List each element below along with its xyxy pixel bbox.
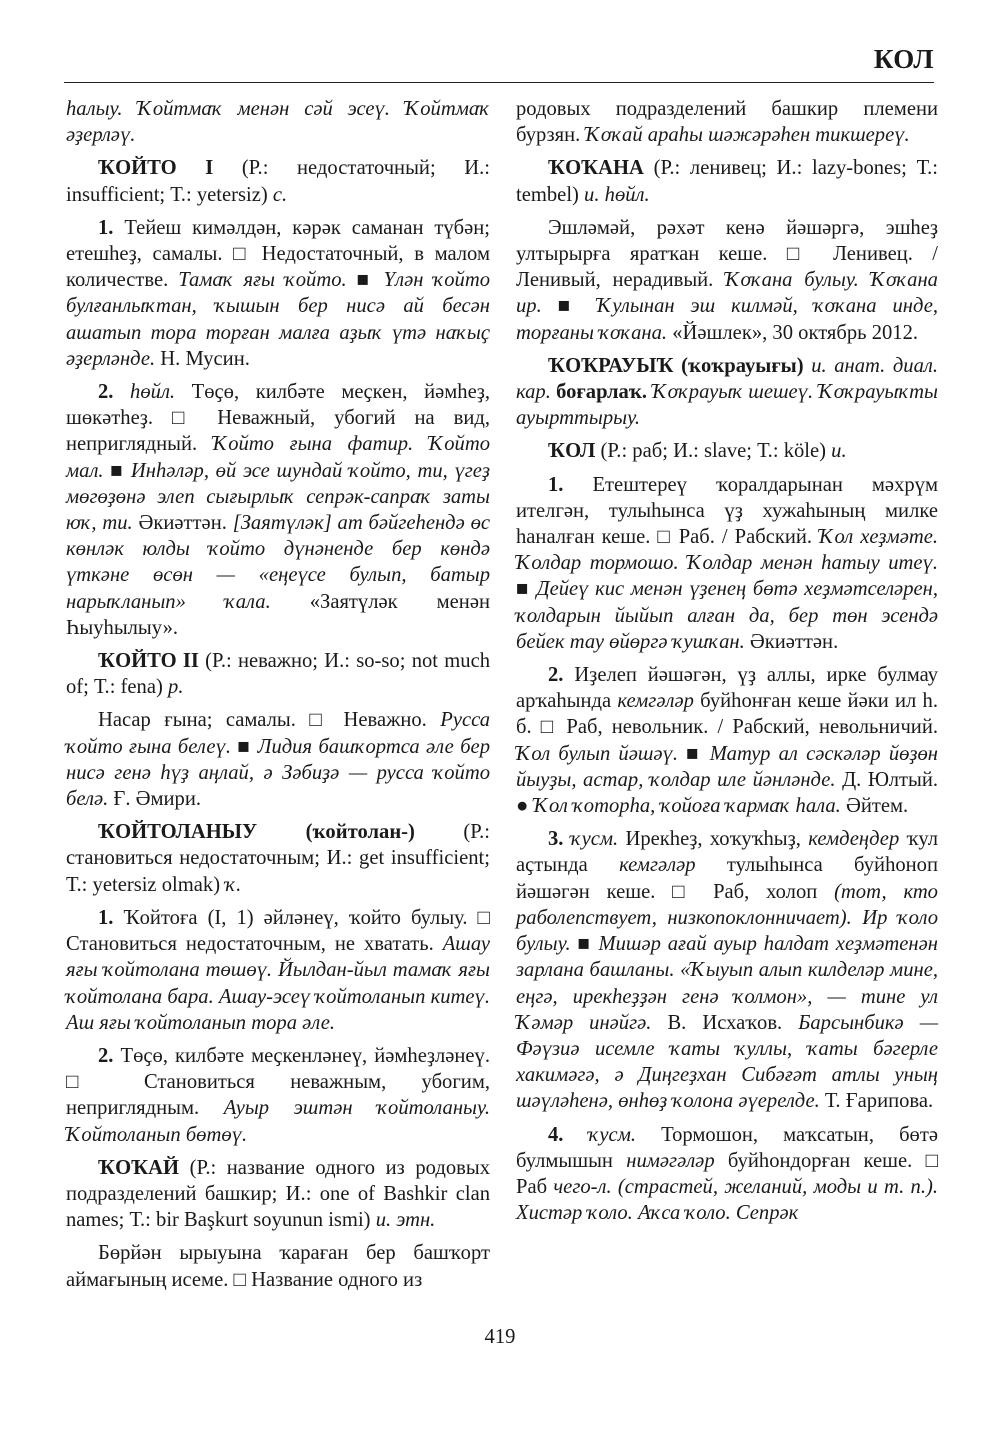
example-text: кемгәләр — [617, 690, 694, 713]
source-text: Ғ. Әмири. — [108, 788, 202, 811]
source-text: Әйтем. — [840, 795, 909, 818]
dictionary-entry — [66, 155, 490, 207]
entry-text: (Р.: недостаточный; И.: insufficient; Т.: yetersiz) — [66, 157, 491, 206]
source-text: Д. Юлтый. ● — [516, 768, 938, 818]
source-text: «Заятүләк менән Һыуһылыу». — [66, 590, 490, 639]
entry-text: родовых подразделений башкир племени бурзян. — [516, 98, 938, 147]
headword: ҠОҠАНА — [548, 157, 644, 180]
dictionary-paragraph — [516, 96, 938, 148]
sense-paragraph — [516, 1122, 938, 1227]
dictionary-entry — [516, 438, 938, 464]
right-column — [516, 96, 938, 1226]
example-text: Ашау яғы ҡойтолана төшөү. Йылдан-йыл тамаҡ яғы ҡойтолана бара. Ашау-эсеү ҡойтоланып китеү. Аш яғы ҡойтоланып тора әле. — [66, 933, 490, 1034]
entry-text — [113, 381, 130, 403]
cross-reference: боғарлаҡ. — [556, 381, 647, 404]
part-of-speech: и. һөйл. — [584, 183, 650, 206]
entry-text: тулыһынса буйһоноп йәшәгән кеше. □ Раб, холоп — [516, 854, 938, 903]
sense-paragraph — [516, 472, 938, 655]
example-text: кемгәләр — [619, 854, 696, 877]
entry-text: Төҫө, килбәте меҫкен, йәмһеҙ, шөкәтһеҙ. □ Неважный, убогий на вид, неприглядный. — [66, 381, 490, 456]
sense-number: 2. — [98, 381, 114, 404]
example-text: нимәгәләр — [626, 1149, 715, 1172]
source-text: Әкиәттән. — [132, 512, 233, 535]
example-text: (тот, кто раболепствует, низкопоклонничает). Ир ҡоло булыу. ■ Мишәр ағай ауыр һалдат хеҙмәтенән зарлана башланы. «Ҡыуып алып килделәр мине, еңгә, ирекһеҙҙән генә ҡолмон», — тине ул Ҡәмәр инәйгә. — [516, 880, 938, 1034]
sense-number: 3. — [548, 828, 564, 851]
dictionary-paragraph — [66, 96, 490, 148]
part-of-speech: р. — [168, 676, 184, 699]
page-number: 419 — [484, 1326, 516, 1348]
header-rule — [64, 82, 934, 83]
entry-text: Эшләмәй, рәхәт кенә йәшәргә, эшһеҙ ултырырға яратҡан кеше. □ Ленивец. / Ленивый, нерадивый. — [516, 216, 938, 292]
entry-text: (Р.: раб; И.: slave; Т.: köle) — [595, 440, 832, 463]
entry-text: Бөрйән ырыуына ҡараған бер башҡорт аймағының исеме. □ Название одного из — [66, 1242, 490, 1291]
sense-number: 2. — [548, 664, 564, 687]
sense-paragraph — [66, 1240, 490, 1292]
part-of-speech: и. этн. — [375, 1209, 436, 1232]
sense-paragraph — [516, 662, 938, 819]
dictionary-entry — [66, 1155, 490, 1234]
example-text: Ҡол хеҙмәте. Ҡолдар тормошо. Ҡолдар менән һатыу итеү. ■ Дейеү кис менән үҙенең бөтә хеҙмәтселәрен, ҡолдарын йыйып алған да, бер төн эсендә бейек тау өйөргә ҡушҡан. — [516, 526, 938, 653]
sense-number: 1. — [548, 473, 564, 496]
dictionary-entry — [66, 819, 490, 898]
headword: ҠОЛ — [548, 440, 596, 463]
usage-label: ҡусм. — [570, 828, 619, 851]
entry-text: Иҙелеп йәшәгән, үҙ аллы, ирке булмау арҡаһында — [516, 664, 938, 713]
source-text: «Йәшлек», 30 октябрь 2012. — [667, 321, 919, 344]
example-text: һалыу. Ҡойтмаҡ менән сәй эсеү. Ҡойтмаҡ әҙерләү. — [66, 98, 490, 147]
entry-text: Ирекһеҙ, хоҡуҡһыҙ, — [618, 828, 809, 851]
headword: ҠОЙТО I — [98, 157, 214, 180]
example-text: Тамаҡ яғы ҡойто. ■ Үлән ҡойто булғанлыҡтан, ҡышын бер нисә ай бесән ашатып тора торған малға аҙыҡ үтә наҡыҫ әҙерләнде. — [66, 269, 490, 370]
source-text: Әкиәттән. — [744, 630, 839, 653]
example-text: Русса ҡойто ғына белеү. ■ Лидия башҡортса әле бер нисә генә һүҙ аңлай, ә Зәбиҙә — русса ҡойто белә. — [66, 709, 490, 811]
example-text: Ҡоҡана булыу. Ҡоҡана ир. ■ Ҡулынан эш килмәй, ҡоҡана инде, торғаны ҡоҡана. — [516, 269, 938, 344]
headword: ҠОҠАЙ — [98, 1156, 180, 1179]
usage-label: и. анат. диал. кар. — [516, 354, 938, 404]
example-text: Ҡоҡрауыҡ шешеү. Ҡоҡрауыҡты ауырттырыу. — [516, 381, 938, 430]
example-text: чего-л. (страстей, желаний, моды и т. п.). Хистәр ҡоло. Аҡса ҡоло. Сепрәк — [516, 1175, 938, 1225]
entry-text: (Р.: ленивец; И.: lazy-bones; Т.: tembel) — [516, 157, 938, 206]
sense-paragraph — [66, 707, 490, 812]
entry-text: Тормошон, маҡсатын, бөтә булмышын — [516, 1123, 938, 1172]
headword: ҠОЙТО II — [98, 650, 199, 673]
sense-paragraph — [66, 215, 490, 372]
sense-paragraph — [516, 826, 938, 1114]
part-of-speech: с. — [272, 183, 288, 206]
running-headword: КОЛ — [873, 44, 934, 74]
entry-text: ҡул аҫтында — [516, 828, 939, 877]
entry-text: Тейеш кимәлдән, кәрәк саманан түбән; етешһеҙ, самалы. □ Недостаточный, в малом количестве. — [66, 216, 490, 292]
example-text: кемдеңдер — [808, 828, 900, 851]
usage-label: ҡусм. — [588, 1123, 636, 1146]
example-text: Ҡол ҡоторһа, ҡойоға ҡармаҡ һала. — [533, 795, 841, 818]
sense-paragraph — [66, 379, 490, 641]
example-text: [Заятүләк] ат бәйгеһендә өс көнләк юлды ҡойто дүнәненде бер көндә үткәне өсөн — «еңеүсе булып, батыр нарыҡланып» ҡала. — [66, 512, 490, 613]
usage-label: һөйл. — [130, 381, 176, 404]
example-text: Барсынбикә — Фәүзиә исемле ҡаты ҡуллы, ҡаты бәгерле хакимәгә, ә Диңгеҙхан Сибәғәт атлы уның шәүләһенә, өнһөҙ ҡолона әүерелде. — [516, 1011, 939, 1113]
example-text: Ауыр эштән ҡойтоланыу. Ҡойтоланып бөтөү. — [66, 1097, 490, 1146]
part-of-speech: и. — [831, 440, 847, 463]
entry-text: Төҫө, килбәте меҫкенләнеү, йәмһеҙләнеү. □ Становиться неважным, убогим, неприглядным. — [66, 1044, 490, 1120]
example-text: Ҡоҡай араһы шәжәрәһен тикшереү. — [585, 124, 910, 147]
source-text: Н. Мусин. — [155, 347, 250, 370]
sense-paragraph — [516, 215, 938, 346]
sense-number: 4. — [548, 1123, 564, 1146]
entry-text: буйһондорған кеше. □ Раб — [516, 1149, 939, 1198]
headword: ҠОҠРАУЫҠ (ҡоҡрауығы) — [548, 354, 804, 377]
sense-paragraph — [66, 1043, 490, 1148]
entry-text — [563, 828, 570, 850]
dictionary-entry — [516, 353, 938, 432]
example-text: Ҡол булып йәшәү. ■ Матур ал сәскәләр йөҙөн йыуҙы, астар, ҡолдар иле йәнләнде. — [516, 742, 938, 791]
sense-number: 2. — [98, 1044, 114, 1067]
entry-text: (Р.: неважно; И.: so-so; not much of; Т.: fena) — [66, 650, 491, 699]
sense-paragraph — [66, 905, 490, 1036]
headword: ҠОЙТОЛАНЫУ (ҡойтолан-) — [98, 821, 415, 844]
entry-text — [563, 1124, 588, 1146]
dictionary-entry — [66, 648, 490, 700]
sense-number: 1. — [98, 216, 114, 239]
entry-text: Насар ғына; самалы. □ Неважно. — [98, 709, 441, 732]
entry-text: (Р.: название одного из родовых подразделений башкир; И.: one of Bashkir clan names; Т.: bir Başkurt soyunun ismi) — [66, 1156, 490, 1232]
part-of-speech: ҡ. — [225, 873, 242, 896]
example-text: Ҡойто ғына фатир. Ҡойто мал. ■ Инһәләр, өй эсе шундай ҡойто, ти, үгеҙ мөгөҙөнә элеп сығырлыҡ сепрәк-сапраҡ заты юҡ, ти. — [66, 433, 490, 535]
entry-text: Ҡойтоға (I, 1) әйләнеү, ҡойто булыу. □ Становиться недостаточным, не хватать. — [66, 906, 490, 956]
source-text: Т. Ғарипова. — [819, 1090, 934, 1113]
source-text: В. Исхаҡов. — [651, 1011, 799, 1034]
sense-number: 1. — [98, 906, 114, 929]
entry-text: Етештереү ҡоралдарынан мәхрүм ителгән, тулыһынса үҙ хужаһының милке һаналған кеше. □ Раб. / Рабский. — [516, 473, 938, 549]
left-column — [66, 96, 490, 1293]
entry-text: буйһонған кеше йәки ил һ. б. □ Раб, невольник. / Рабский, невольничий. — [516, 690, 938, 739]
entry-text: (Р.: становиться недостаточным; И.: get insufficient; Т.: yetersiz olmak) — [66, 821, 490, 896]
dictionary-entry — [516, 155, 938, 207]
